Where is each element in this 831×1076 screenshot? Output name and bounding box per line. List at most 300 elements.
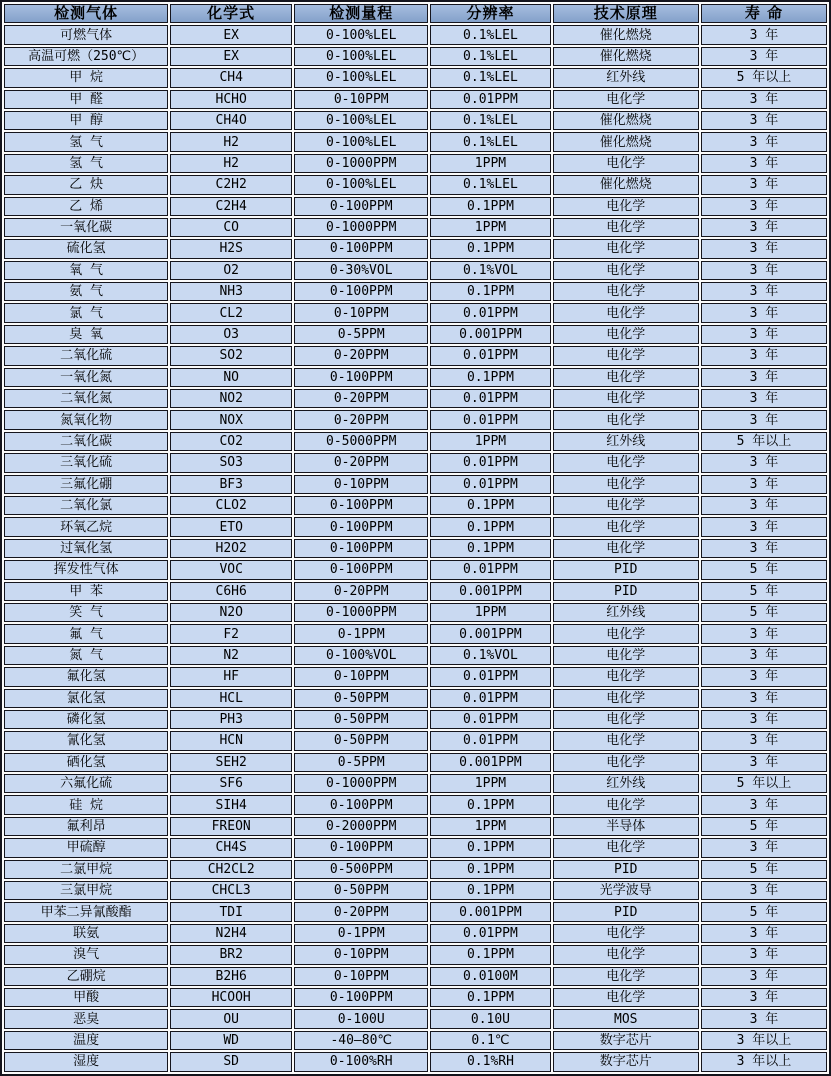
cell-resolution: 0.01PPM bbox=[430, 346, 550, 365]
cell-principle: 电化学 bbox=[553, 154, 699, 173]
cell-principle: 电化学 bbox=[553, 475, 699, 494]
cell-resolution: 0.01PPM bbox=[430, 475, 550, 494]
cell-lifespan: 3 年 bbox=[701, 303, 827, 322]
cell-range: 0-20PPM bbox=[294, 389, 428, 408]
cell-formula: CHCL3 bbox=[170, 881, 292, 900]
cell-range: 0-1PPM bbox=[294, 924, 428, 943]
cell-resolution: 0.1%LEL bbox=[430, 111, 550, 130]
cell-lifespan: 5 年 bbox=[701, 902, 827, 921]
cell-range: 0-100PPM bbox=[294, 988, 428, 1007]
cell-range: 0-100PPM bbox=[294, 368, 428, 387]
cell-resolution: 0.1PPM bbox=[430, 988, 550, 1007]
cell-principle: 数字芯片 bbox=[553, 1052, 699, 1071]
cell-range: 0-5000PPM bbox=[294, 432, 428, 451]
cell-range: 0-100%LEL bbox=[294, 68, 428, 87]
cell-formula: HCOOH bbox=[170, 988, 292, 1007]
cell-resolution: 0.1PPM bbox=[430, 368, 550, 387]
cell-range: 0-100PPM bbox=[294, 282, 428, 301]
cell-range: 0-10PPM bbox=[294, 90, 428, 109]
cell-principle: 电化学 bbox=[553, 325, 699, 344]
cell-principle: MOS bbox=[553, 1009, 699, 1028]
cell-range: 0-100%LEL bbox=[294, 47, 428, 66]
cell-lifespan: 3 年 bbox=[701, 731, 827, 750]
cell-range: 0-5PPM bbox=[294, 325, 428, 344]
table-row bbox=[4, 582, 827, 601]
table-row bbox=[4, 239, 827, 258]
cell-lifespan: 3 年 bbox=[701, 90, 827, 109]
cell-lifespan: 3 年 bbox=[701, 689, 827, 708]
cell-range: 0-100PPM bbox=[294, 197, 428, 216]
cell-gas-name: 氟化氢 bbox=[4, 667, 168, 686]
table-row bbox=[4, 624, 827, 643]
cell-gas-name: 臭 氧 bbox=[4, 325, 168, 344]
cell-resolution: 0.001PPM bbox=[430, 902, 550, 921]
table-row bbox=[4, 689, 827, 708]
cell-range: 0-500PPM bbox=[294, 860, 428, 879]
cell-formula: CL2 bbox=[170, 303, 292, 322]
cell-principle: 电化学 bbox=[553, 624, 699, 643]
header-row bbox=[4, 4, 827, 23]
table-row bbox=[4, 945, 827, 964]
cell-resolution: 0.1%VOL bbox=[430, 261, 550, 280]
cell-formula: NH3 bbox=[170, 282, 292, 301]
cell-lifespan: 5 年 bbox=[701, 817, 827, 836]
cell-formula: CO bbox=[170, 218, 292, 237]
cell-principle: 电化学 bbox=[553, 261, 699, 280]
cell-formula: BR2 bbox=[170, 945, 292, 964]
cell-gas-name: 二氧化硫 bbox=[4, 346, 168, 365]
cell-gas-name: 一氧化碳 bbox=[4, 218, 168, 237]
cell-formula: H2O2 bbox=[170, 539, 292, 558]
cell-gas-name: 甲 苯 bbox=[4, 582, 168, 601]
cell-range: 0-100%LEL bbox=[294, 132, 428, 151]
cell-gas-name: 甲 烷 bbox=[4, 68, 168, 87]
table-row bbox=[4, 774, 827, 793]
cell-resolution: 0.1%LEL bbox=[430, 47, 550, 66]
cell-formula: TDI bbox=[170, 902, 292, 921]
cell-resolution: 1PPM bbox=[430, 603, 550, 622]
cell-principle: 电化学 bbox=[553, 924, 699, 943]
cell-resolution: 1PPM bbox=[430, 154, 550, 173]
cell-formula: H2 bbox=[170, 154, 292, 173]
table-row bbox=[4, 924, 827, 943]
cell-formula: H2S bbox=[170, 239, 292, 258]
cell-principle: 红外线 bbox=[553, 432, 699, 451]
cell-formula: HCN bbox=[170, 731, 292, 750]
cell-gas-name: 过氧化氢 bbox=[4, 539, 168, 558]
cell-lifespan: 3 年 bbox=[701, 368, 827, 387]
cell-lifespan: 3 年 bbox=[701, 325, 827, 344]
cell-gas-name: 甲硫醇 bbox=[4, 838, 168, 857]
cell-lifespan: 3 年 bbox=[701, 111, 827, 130]
cell-range: 0-100%LEL bbox=[294, 111, 428, 130]
cell-lifespan: 3 年 bbox=[701, 453, 827, 472]
cell-resolution: 0.1℃ bbox=[430, 1031, 550, 1050]
cell-range: 0-10PPM bbox=[294, 667, 428, 686]
cell-principle: 电化学 bbox=[553, 303, 699, 322]
cell-lifespan: 3 年 bbox=[701, 753, 827, 772]
header-cell-principle: 技术原理 bbox=[553, 4, 699, 23]
cell-gas-name: 乙硼烷 bbox=[4, 967, 168, 986]
cell-range: 0-50PPM bbox=[294, 710, 428, 729]
cell-formula: NOX bbox=[170, 410, 292, 429]
cell-resolution: 0.10U bbox=[430, 1009, 550, 1028]
cell-principle: PID bbox=[553, 560, 699, 579]
cell-principle: 电化学 bbox=[553, 945, 699, 964]
cell-range: 0-20PPM bbox=[294, 453, 428, 472]
cell-gas-name: 氯 气 bbox=[4, 303, 168, 322]
cell-lifespan: 3 年 bbox=[701, 967, 827, 986]
table-row bbox=[4, 667, 827, 686]
cell-formula: NO bbox=[170, 368, 292, 387]
cell-principle: 电化学 bbox=[553, 90, 699, 109]
cell-range: 0-20PPM bbox=[294, 346, 428, 365]
cell-principle: 电化学 bbox=[553, 710, 699, 729]
table-row bbox=[4, 838, 827, 857]
cell-gas-name: 六氟化硫 bbox=[4, 774, 168, 793]
cell-formula: OU bbox=[170, 1009, 292, 1028]
cell-formula: EX bbox=[170, 47, 292, 66]
cell-resolution: 0.01PPM bbox=[430, 924, 550, 943]
cell-range: 0-100U bbox=[294, 1009, 428, 1028]
cell-formula: N2H4 bbox=[170, 924, 292, 943]
cell-principle: 红外线 bbox=[553, 774, 699, 793]
cell-gas-name: 可燃气体 bbox=[4, 25, 168, 44]
table-row bbox=[4, 1009, 827, 1028]
cell-resolution: 0.001PPM bbox=[430, 624, 550, 643]
cell-range: 0-1000PPM bbox=[294, 774, 428, 793]
cell-principle: 电化学 bbox=[553, 453, 699, 472]
cell-lifespan: 3 年 bbox=[701, 1009, 827, 1028]
table-row bbox=[4, 132, 827, 151]
cell-lifespan: 3 年 bbox=[701, 154, 827, 173]
cell-formula: SO3 bbox=[170, 453, 292, 472]
cell-gas-name: 硫化氢 bbox=[4, 239, 168, 258]
cell-formula: N2 bbox=[170, 646, 292, 665]
cell-gas-name: 氮 气 bbox=[4, 646, 168, 665]
table-row bbox=[4, 817, 827, 836]
cell-lifespan: 3 年以上 bbox=[701, 1052, 827, 1071]
cell-gas-name: 氨 气 bbox=[4, 282, 168, 301]
cell-formula: SO2 bbox=[170, 346, 292, 365]
table-row bbox=[4, 325, 827, 344]
cell-gas-name: 溴气 bbox=[4, 945, 168, 964]
cell-resolution: 0.01PPM bbox=[430, 667, 550, 686]
table-row bbox=[4, 218, 827, 237]
cell-resolution: 0.1PPM bbox=[430, 881, 550, 900]
cell-lifespan: 3 年 bbox=[701, 710, 827, 729]
header-cell-resolution: 分辨率 bbox=[430, 4, 550, 23]
cell-gas-name: 挥发性气体 bbox=[4, 560, 168, 579]
cell-gas-name: 氰化氢 bbox=[4, 731, 168, 750]
cell-lifespan: 5 年 bbox=[701, 860, 827, 879]
cell-lifespan: 5 年 bbox=[701, 603, 827, 622]
cell-resolution: 0.001PPM bbox=[430, 753, 550, 772]
cell-resolution: 0.1%LEL bbox=[430, 25, 550, 44]
cell-gas-name: 笑 气 bbox=[4, 603, 168, 622]
cell-lifespan: 5 年以上 bbox=[701, 68, 827, 87]
cell-formula: HF bbox=[170, 667, 292, 686]
cell-gas-name: 硅 烷 bbox=[4, 795, 168, 814]
cell-resolution: 0.01PPM bbox=[430, 731, 550, 750]
table-row bbox=[4, 517, 827, 536]
table-row bbox=[4, 453, 827, 472]
cell-range: 0-5PPM bbox=[294, 753, 428, 772]
cell-gas-name: 甲 醛 bbox=[4, 90, 168, 109]
cell-formula: VOC bbox=[170, 560, 292, 579]
table-row bbox=[4, 988, 827, 1007]
cell-lifespan: 3 年 bbox=[701, 624, 827, 643]
cell-lifespan: 3 年 bbox=[701, 945, 827, 964]
cell-range: 0-20PPM bbox=[294, 902, 428, 921]
cell-principle: 电化学 bbox=[553, 967, 699, 986]
cell-resolution: 0.1%RH bbox=[430, 1052, 550, 1071]
cell-resolution: 0.01PPM bbox=[430, 410, 550, 429]
cell-gas-name: 氮氧化物 bbox=[4, 410, 168, 429]
cell-lifespan: 5 年 bbox=[701, 582, 827, 601]
cell-lifespan: 3 年 bbox=[701, 346, 827, 365]
cell-lifespan: 3 年 bbox=[701, 175, 827, 194]
cell-principle: 半导体 bbox=[553, 817, 699, 836]
cell-principle: 电化学 bbox=[553, 753, 699, 772]
cell-lifespan: 3 年以上 bbox=[701, 1031, 827, 1050]
cell-range: 0-30%VOL bbox=[294, 261, 428, 280]
header-cell-gas-name: 检测气体 bbox=[4, 4, 168, 23]
cell-formula: BF3 bbox=[170, 475, 292, 494]
table-row bbox=[4, 282, 827, 301]
cell-lifespan: 3 年 bbox=[701, 881, 827, 900]
cell-principle: 催化燃烧 bbox=[553, 111, 699, 130]
cell-gas-name: 温度 bbox=[4, 1031, 168, 1050]
cell-range: 0-100PPM bbox=[294, 539, 428, 558]
cell-principle: 电化学 bbox=[553, 795, 699, 814]
cell-gas-name: 三氯甲烷 bbox=[4, 881, 168, 900]
cell-resolution: 0.1PPM bbox=[430, 282, 550, 301]
cell-lifespan: 3 年 bbox=[701, 25, 827, 44]
cell-lifespan: 3 年 bbox=[701, 838, 827, 857]
table-row bbox=[4, 303, 827, 322]
cell-formula: SIH4 bbox=[170, 795, 292, 814]
table-row bbox=[4, 881, 827, 900]
cell-principle: 电化学 bbox=[553, 496, 699, 515]
cell-resolution: 0.01PPM bbox=[430, 303, 550, 322]
cell-lifespan: 3 年 bbox=[701, 496, 827, 515]
cell-range: 0-50PPM bbox=[294, 731, 428, 750]
cell-formula: C2H4 bbox=[170, 197, 292, 216]
cell-formula: SEH2 bbox=[170, 753, 292, 772]
cell-gas-name: 一氧化氮 bbox=[4, 368, 168, 387]
cell-gas-name: 氢 气 bbox=[4, 154, 168, 173]
cell-formula: HCL bbox=[170, 689, 292, 708]
cell-range: 0-1PPM bbox=[294, 624, 428, 643]
cell-principle: 电化学 bbox=[553, 646, 699, 665]
cell-principle: 电化学 bbox=[553, 988, 699, 1007]
cell-resolution: 0.1PPM bbox=[430, 860, 550, 879]
cell-lifespan: 3 年 bbox=[701, 282, 827, 301]
cell-resolution: 1PPM bbox=[430, 774, 550, 793]
cell-gas-name: 二氧化氯 bbox=[4, 496, 168, 515]
table-row bbox=[4, 25, 827, 44]
cell-formula: SD bbox=[170, 1052, 292, 1071]
cell-lifespan: 3 年 bbox=[701, 924, 827, 943]
table-row bbox=[4, 1031, 827, 1050]
cell-formula: CH4O bbox=[170, 111, 292, 130]
table-row bbox=[4, 646, 827, 665]
cell-lifespan: 3 年 bbox=[701, 389, 827, 408]
cell-resolution: 0.01PPM bbox=[430, 389, 550, 408]
cell-formula: B2H6 bbox=[170, 967, 292, 986]
cell-formula: PH3 bbox=[170, 710, 292, 729]
cell-range: 0-100%LEL bbox=[294, 25, 428, 44]
table-row bbox=[4, 967, 827, 986]
cell-resolution: 0.1PPM bbox=[430, 539, 550, 558]
cell-range: 0-2000PPM bbox=[294, 817, 428, 836]
cell-lifespan: 3 年 bbox=[701, 517, 827, 536]
cell-principle: 电化学 bbox=[553, 239, 699, 258]
cell-principle: 电化学 bbox=[553, 368, 699, 387]
cell-gas-name: 氟利昂 bbox=[4, 817, 168, 836]
cell-lifespan: 3 年 bbox=[701, 239, 827, 258]
cell-principle: 电化学 bbox=[553, 517, 699, 536]
cell-gas-name: 氧 气 bbox=[4, 261, 168, 280]
cell-gas-name: 乙 炔 bbox=[4, 175, 168, 194]
cell-principle: 催化燃烧 bbox=[553, 25, 699, 44]
cell-principle: PID bbox=[553, 860, 699, 879]
cell-formula: WD bbox=[170, 1031, 292, 1050]
cell-range: 0-10PPM bbox=[294, 475, 428, 494]
cell-resolution: 0.1PPM bbox=[430, 239, 550, 258]
header-cell-formula: 化学式 bbox=[170, 4, 292, 23]
table-row bbox=[4, 710, 827, 729]
cell-resolution: 1PPM bbox=[430, 218, 550, 237]
cell-gas-name: 甲苯二异氰酸酯 bbox=[4, 902, 168, 921]
table-row bbox=[4, 603, 827, 622]
cell-gas-name: 氯化氢 bbox=[4, 689, 168, 708]
cell-formula: EX bbox=[170, 25, 292, 44]
cell-principle: 光学波导 bbox=[553, 881, 699, 900]
cell-formula: FREON bbox=[170, 817, 292, 836]
cell-formula: C6H6 bbox=[170, 582, 292, 601]
cell-lifespan: 3 年 bbox=[701, 261, 827, 280]
cell-gas-name: 氢 气 bbox=[4, 132, 168, 151]
table-row bbox=[4, 111, 827, 130]
cell-range: 0-50PPM bbox=[294, 689, 428, 708]
cell-gas-name: 高温可燃（250℃） bbox=[4, 47, 168, 66]
cell-lifespan: 3 年 bbox=[701, 410, 827, 429]
cell-gas-name: 联氨 bbox=[4, 924, 168, 943]
cell-formula: ETO bbox=[170, 517, 292, 536]
cell-lifespan: 3 年 bbox=[701, 667, 827, 686]
cell-range: 0-50PPM bbox=[294, 881, 428, 900]
table-row bbox=[4, 731, 827, 750]
cell-lifespan: 3 年 bbox=[701, 988, 827, 1007]
cell-resolution: 0.1%LEL bbox=[430, 68, 550, 87]
cell-gas-name: 恶臭 bbox=[4, 1009, 168, 1028]
cell-principle: 电化学 bbox=[553, 389, 699, 408]
cell-range: 0-1000PPM bbox=[294, 154, 428, 173]
cell-principle: 红外线 bbox=[553, 68, 699, 87]
cell-gas-name: 三氟化硼 bbox=[4, 475, 168, 494]
cell-resolution: 0.01PPM bbox=[430, 560, 550, 579]
cell-lifespan: 3 年 bbox=[701, 132, 827, 151]
cell-formula: H2 bbox=[170, 132, 292, 151]
cell-gas-name: 二氧化氮 bbox=[4, 389, 168, 408]
table-row bbox=[4, 389, 827, 408]
cell-formula: SF6 bbox=[170, 774, 292, 793]
cell-resolution: 0.01PPM bbox=[430, 90, 550, 109]
cell-gas-name: 磷化氢 bbox=[4, 710, 168, 729]
cell-resolution: 0.01PPM bbox=[430, 710, 550, 729]
table-row bbox=[4, 560, 827, 579]
cell-resolution: 1PPM bbox=[430, 432, 550, 451]
cell-lifespan: 3 年 bbox=[701, 47, 827, 66]
table-row bbox=[4, 475, 827, 494]
table-row bbox=[4, 68, 827, 87]
cell-principle: 电化学 bbox=[553, 667, 699, 686]
table-row bbox=[4, 860, 827, 879]
cell-principle: 电化学 bbox=[553, 282, 699, 301]
cell-resolution: 0.1PPM bbox=[430, 517, 550, 536]
cell-formula: CO2 bbox=[170, 432, 292, 451]
cell-gas-name: 乙 烯 bbox=[4, 197, 168, 216]
cell-formula: CH4S bbox=[170, 838, 292, 857]
cell-principle: 电化学 bbox=[553, 346, 699, 365]
cell-gas-name: 湿度 bbox=[4, 1052, 168, 1071]
cell-principle: 红外线 bbox=[553, 603, 699, 622]
cell-principle: 电化学 bbox=[553, 838, 699, 857]
cell-formula: NO2 bbox=[170, 389, 292, 408]
cell-gas-name: 氟 气 bbox=[4, 624, 168, 643]
cell-lifespan: 3 年 bbox=[701, 218, 827, 237]
cell-formula: O3 bbox=[170, 325, 292, 344]
cell-resolution: 0.001PPM bbox=[430, 325, 550, 344]
cell-range: 0-1000PPM bbox=[294, 218, 428, 237]
cell-resolution: 0.1PPM bbox=[430, 838, 550, 857]
cell-gas-name: 甲酸 bbox=[4, 988, 168, 1007]
cell-lifespan: 3 年 bbox=[701, 539, 827, 558]
cell-lifespan: 3 年 bbox=[701, 795, 827, 814]
table-row bbox=[4, 47, 827, 66]
cell-formula: C2H2 bbox=[170, 175, 292, 194]
cell-formula: HCHO bbox=[170, 90, 292, 109]
cell-principle: 电化学 bbox=[553, 731, 699, 750]
cell-formula: CH4 bbox=[170, 68, 292, 87]
table-row bbox=[4, 753, 827, 772]
table-row bbox=[4, 1052, 827, 1071]
cell-principle: 催化燃烧 bbox=[553, 175, 699, 194]
table-row bbox=[4, 175, 827, 194]
table-row bbox=[4, 410, 827, 429]
cell-formula: F2 bbox=[170, 624, 292, 643]
header-cell-lifespan: 寿 命 bbox=[701, 4, 827, 23]
cell-range: 0-100PPM bbox=[294, 239, 428, 258]
header-cell-range: 检测量程 bbox=[294, 4, 428, 23]
cell-range: -40—80℃ bbox=[294, 1031, 428, 1050]
cell-resolution: 1PPM bbox=[430, 817, 550, 836]
table-body bbox=[4, 25, 827, 1071]
cell-range: 0-10PPM bbox=[294, 303, 428, 322]
cell-range: 0-1000PPM bbox=[294, 603, 428, 622]
cell-principle: 电化学 bbox=[553, 539, 699, 558]
cell-range: 0-100PPM bbox=[294, 496, 428, 515]
cell-range: 0-20PPM bbox=[294, 410, 428, 429]
table-row bbox=[4, 346, 827, 365]
cell-resolution: 0.1PPM bbox=[430, 945, 550, 964]
cell-resolution: 0.1%LEL bbox=[430, 132, 550, 151]
cell-range: 0-100PPM bbox=[294, 795, 428, 814]
cell-gas-name: 硒化氢 bbox=[4, 753, 168, 772]
cell-principle: 电化学 bbox=[553, 218, 699, 237]
